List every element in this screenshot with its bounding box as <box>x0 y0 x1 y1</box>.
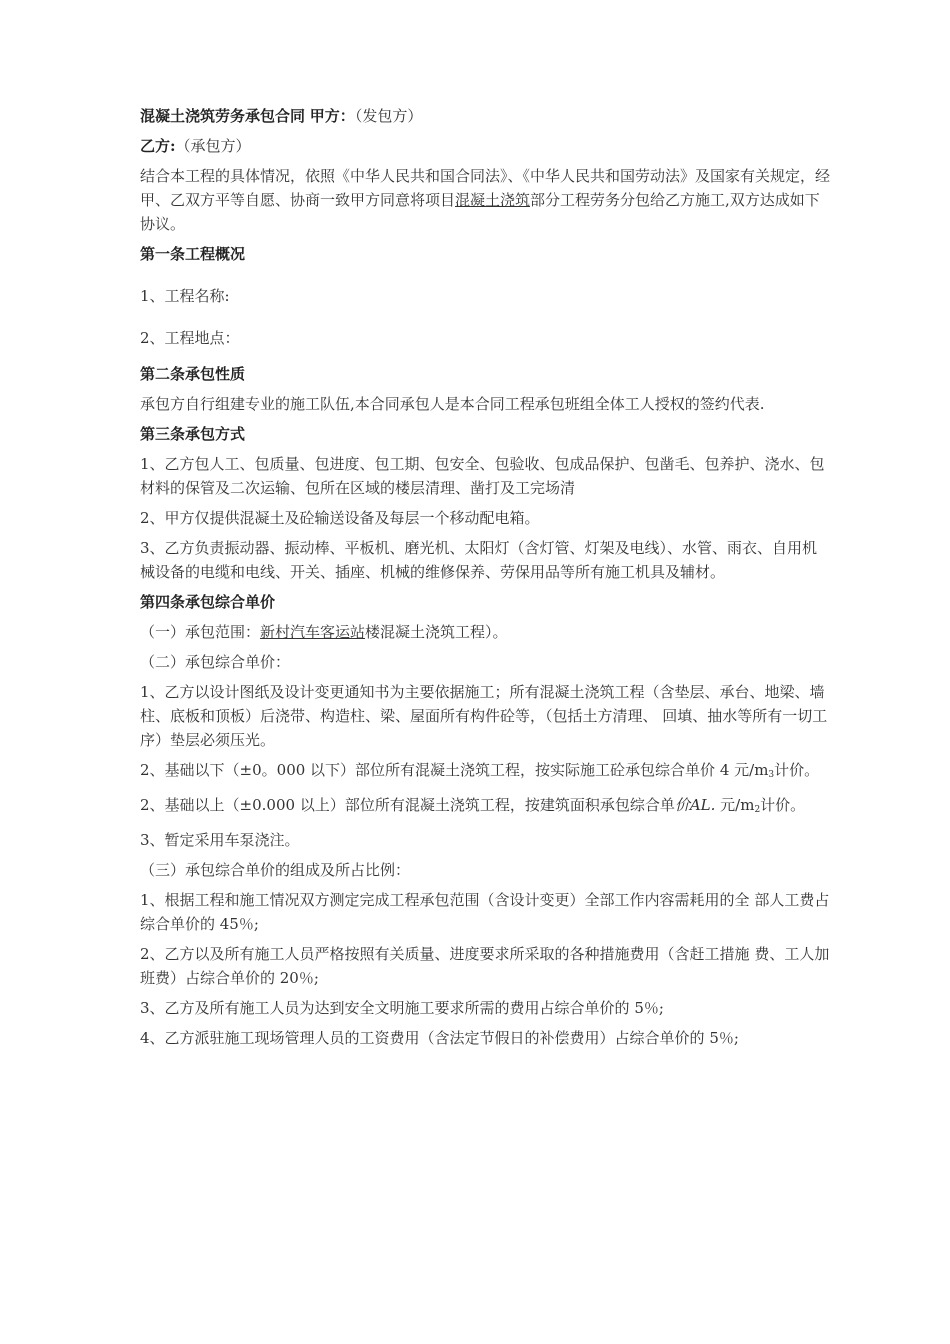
article4-price-item1: 1、乙方以设计图纸及设计变更通知书为主要依据施工；所有混凝土浇筑工程（含垫层、承台、地梁、墙柱、底板和顶板）后浇带、构造柱、梁、屋面所有构件砼等，（包括土方清理、 回填、抽水等所有一切工序）垫层必须压光。 <box>140 683 828 749</box>
price-item3-text: 2、基础以上（±0.000 以上）部位所有混凝土浇筑工程，按建筑面积承包综合单 <box>140 796 675 814</box>
intro-text-before: 结合本工程的具体情况，依照《中华人民共和国合同法》、《中华人民共和国劳动法》及国家有关规定，经甲、乙双方平等自愿、协商一致甲方同意将项目 <box>140 167 831 209</box>
article4-price-item3 <box>140 793 830 822</box>
article3-item2: 2、甲方仅提供混凝土及砼输送设备及每层一个移动配电箱。 <box>140 509 540 527</box>
scope-text-after: 楼混凝土浇筑工程）。 <box>365 623 508 641</box>
article3-item1: 1、乙方包人工、包质量、包进度、包工期、包安全、包验收、包成品保护、包凿毛、包养护、浇水、包材料的保管及二次运输、包所在区域的楼层清理、凿打及工完场清 <box>140 455 825 497</box>
article4-scope <box>140 620 830 644</box>
article4-price-item4: 3、暂定采用车泵浇注。 <box>140 831 300 849</box>
composition-item2: 2、乙方以及所有施工人员严格按照有关质量、进度要求所采取的各种措施费用（含赶工措施 费、工人加班费）占综合单价的 20％; <box>140 945 830 987</box>
scope-place-name: 新村汽车客运站 <box>260 623 366 641</box>
article4-price-item2 <box>140 758 830 787</box>
article3-item3: 3、乙方负责振动器、振动棒、平板机、磨光机、太阳灯（含灯管、灯架及电线）、水管、雨衣、自用机械设备的电缆和电线、开关、插座、机械的维修保养、劳保用品等所有施工机具及辅材。 <box>140 539 818 581</box>
price-item3-italic: 价AL. <box>674 796 716 814</box>
article2-text: 承包方自行组建专业的施工队伍,本合同承包人是本合同工程承包班组全体工人授权的签约代表. <box>140 395 765 413</box>
price-item3-unit-exponent: 2 <box>754 805 761 815</box>
article4-price-label: （二）承包综合单价： <box>140 653 291 671</box>
article2-heading: 第二条承包性质 <box>140 365 246 383</box>
party-b-label: 乙方: <box>140 137 176 155</box>
price-item2-unit-exponent: 3 <box>768 770 775 780</box>
price-item2-tail: 计价。 <box>774 761 820 779</box>
title-line <box>140 104 830 128</box>
party-b-role: （承包方） <box>175 137 251 155</box>
scope-label: （一）承包范围： <box>140 623 261 641</box>
article1-item-project-location: 2、工程地点： <box>140 329 240 347</box>
party-a-role: （发包方） <box>354 107 423 125</box>
composition-item1: 1、根据工程和施工情况双方测定完成工程承包范围（含设计变更）全部工作内容需耗用的全 部人工费占综合单价的 45％; <box>140 891 830 933</box>
party-b-line <box>140 134 830 158</box>
document-title: 混凝土浇筑劳务承包合同 <box>140 107 306 125</box>
party-a-label: 甲方： <box>309 107 355 125</box>
intro-project-name: 混凝土浇筑 <box>455 191 531 209</box>
price-item3-tail: 计价。 <box>760 796 806 814</box>
composition-item4: 4、乙方派驻施工现场管理人员的工资费用（含法定节假日的补偿费用）占综合单价的 5％; <box>140 1029 739 1047</box>
intro-text-after: 部分工程劳务分包给乙方施工,双方达成如下协议。 <box>140 191 820 233</box>
composition-item3: 3、乙方及所有施工人员为达到安全文明施工要求所需的费用占综合单价的 5％; <box>140 999 664 1017</box>
article4-composition-label: （三）承包综合单价的组成及所占比例： <box>140 861 411 879</box>
article1-heading: 第一条工程概况 <box>140 245 246 263</box>
price-item2-text: 2、基础以下（±0。000 以下）部位所有混凝土浇筑工程，按实际施工砼承包综合单价 4 元/m <box>140 761 769 779</box>
price-item3-unit: 元/m <box>715 796 755 814</box>
article3-heading: 第三条承包方式 <box>140 425 246 443</box>
intro-paragraph <box>140 164 830 236</box>
article1-item-project-name: 1、工程名称: <box>140 287 230 305</box>
article4-heading: 第四条承包综合单价 <box>140 593 276 611</box>
